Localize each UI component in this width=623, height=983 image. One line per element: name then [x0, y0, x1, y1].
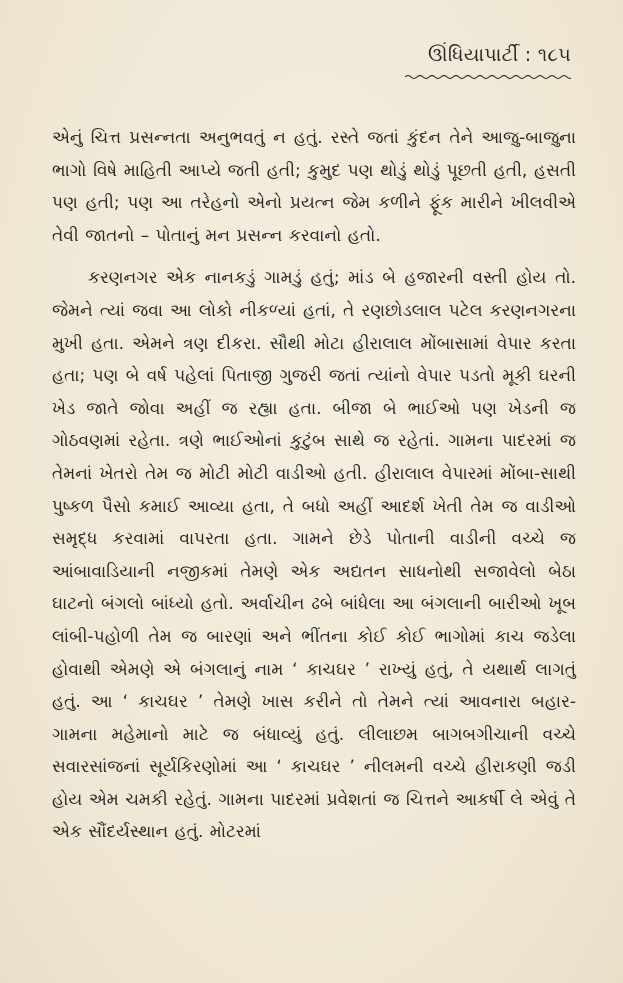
wavy-rule-ornament [405, 74, 571, 80]
page-header [0, 44, 623, 84]
running-title: ઊંધિયાપાર્ટી : ૧૮૫ [427, 44, 571, 66]
paragraph-karannagar: કરણનગર એક નાનકડું ગામડું હતું; માંડ બે હજારની વસ્તી હોય તો. જેમને ત્યાં જવા આ લોકો નીકળ્યાં હતાં, તે રણછોડલાલ પટેલ કરણનગરના મુખી હતા. એમને ત્રણ દીકરા. સૌથી મોટા હીરાલાલ મોંબાસામાં વેપાર કરતા હતા; પણ બે વર્ષ પહેલાં પિતાજી ગુજરી જતાં ત્યાંનો વેપાર પડતો મૂકી ઘરની ખેડ જાતે જોવા અહીં જ રહ્યા હતા. બીજા બે ભાઈઓ પણ ખેડની જ ગોઠવણમાં રહેતા. ત્રણે ભાઈઓનાં કુટુંબ સાથે જ રહેતાં. ગામના પાદરમાં જ તેમનાં ખેતરો તેમ જ મોટી મોટી વાડીઓ હતી. હીરાલાલ વેપારમાં મોંબા-સાથી પુષ્કળ પૈસો કમાઈ આવ્યા હતા, તે બધો અહીં આદર્શ ખેતી તેમ જ વાડીઓ સમૃદ્ધ કરવામાં વાપરતા હતા. ગામને છેડે પોતાની વાડીની વચ્ચે જ આંબાવાડિયાની નજીકમાં તેમણે એક અદ્યતન સાધનોથી સજાવેલો બેઠા ઘાટનો બંગલો બાંધ્યો હતો. અર્વાચીન ઢબે બાંધેલા આ બંગલાની બારીઓ ખૂબ લાંબી-પહોળી તેમ જ બારણાં અને ભીંતના કોઈ કોઈ ભાગોમાં કાચ જડેલા હોવાથી એમણે એ બંગલાનું નામ ‘ કાચઘર ’ રાખ્યું હતું, તે યથાર્થ લાગતું હતું. આ ‘ કાચઘર ’ તેમણે ખાસ કરીને તો તેમને ત્યાં આવનારા બહાર-ગામના મહેમાનો માટે જ બંધાવ્યું હતું. લીલાછમ બાગબગીચાની વચ્ચે સવારસાંજનાં સૂર્યકિરણોમાં આ ‘ કાચઘર ’ નીલમની વચ્ચે હીરાકણી જડી હોય એમ ચમકી રહેતું. ગામના પાદરમાં પ્રવેશતાં જ ચિત્તને આકર્ષી લે એવું તે એક સૌંદર્યસ્થાન હતું. મોટરમાં [52, 268, 576, 843]
paragraph-continuation: એનું ચિત્ત પ્રસન્નતા અનુભવતું ન હતું. રસ્તે જતાં કુંદન તેને આજુ-બાજુના ભાગો વિષે માહિતી આપ્યે જતી હતી; કુમુદ પણ થોડું થોડું પૂછતી હતી, હસતી પણ હતી; પણ આ તરેહનો એનો પ્રયત્ન જેમ કળીને ફૂંક મારીને ખીલવીએ તેવી જાતનો – પોતાનું મન પ્રસન્ન કરવાનો હતો. [52, 128, 576, 246]
body-text [52, 122, 576, 849]
